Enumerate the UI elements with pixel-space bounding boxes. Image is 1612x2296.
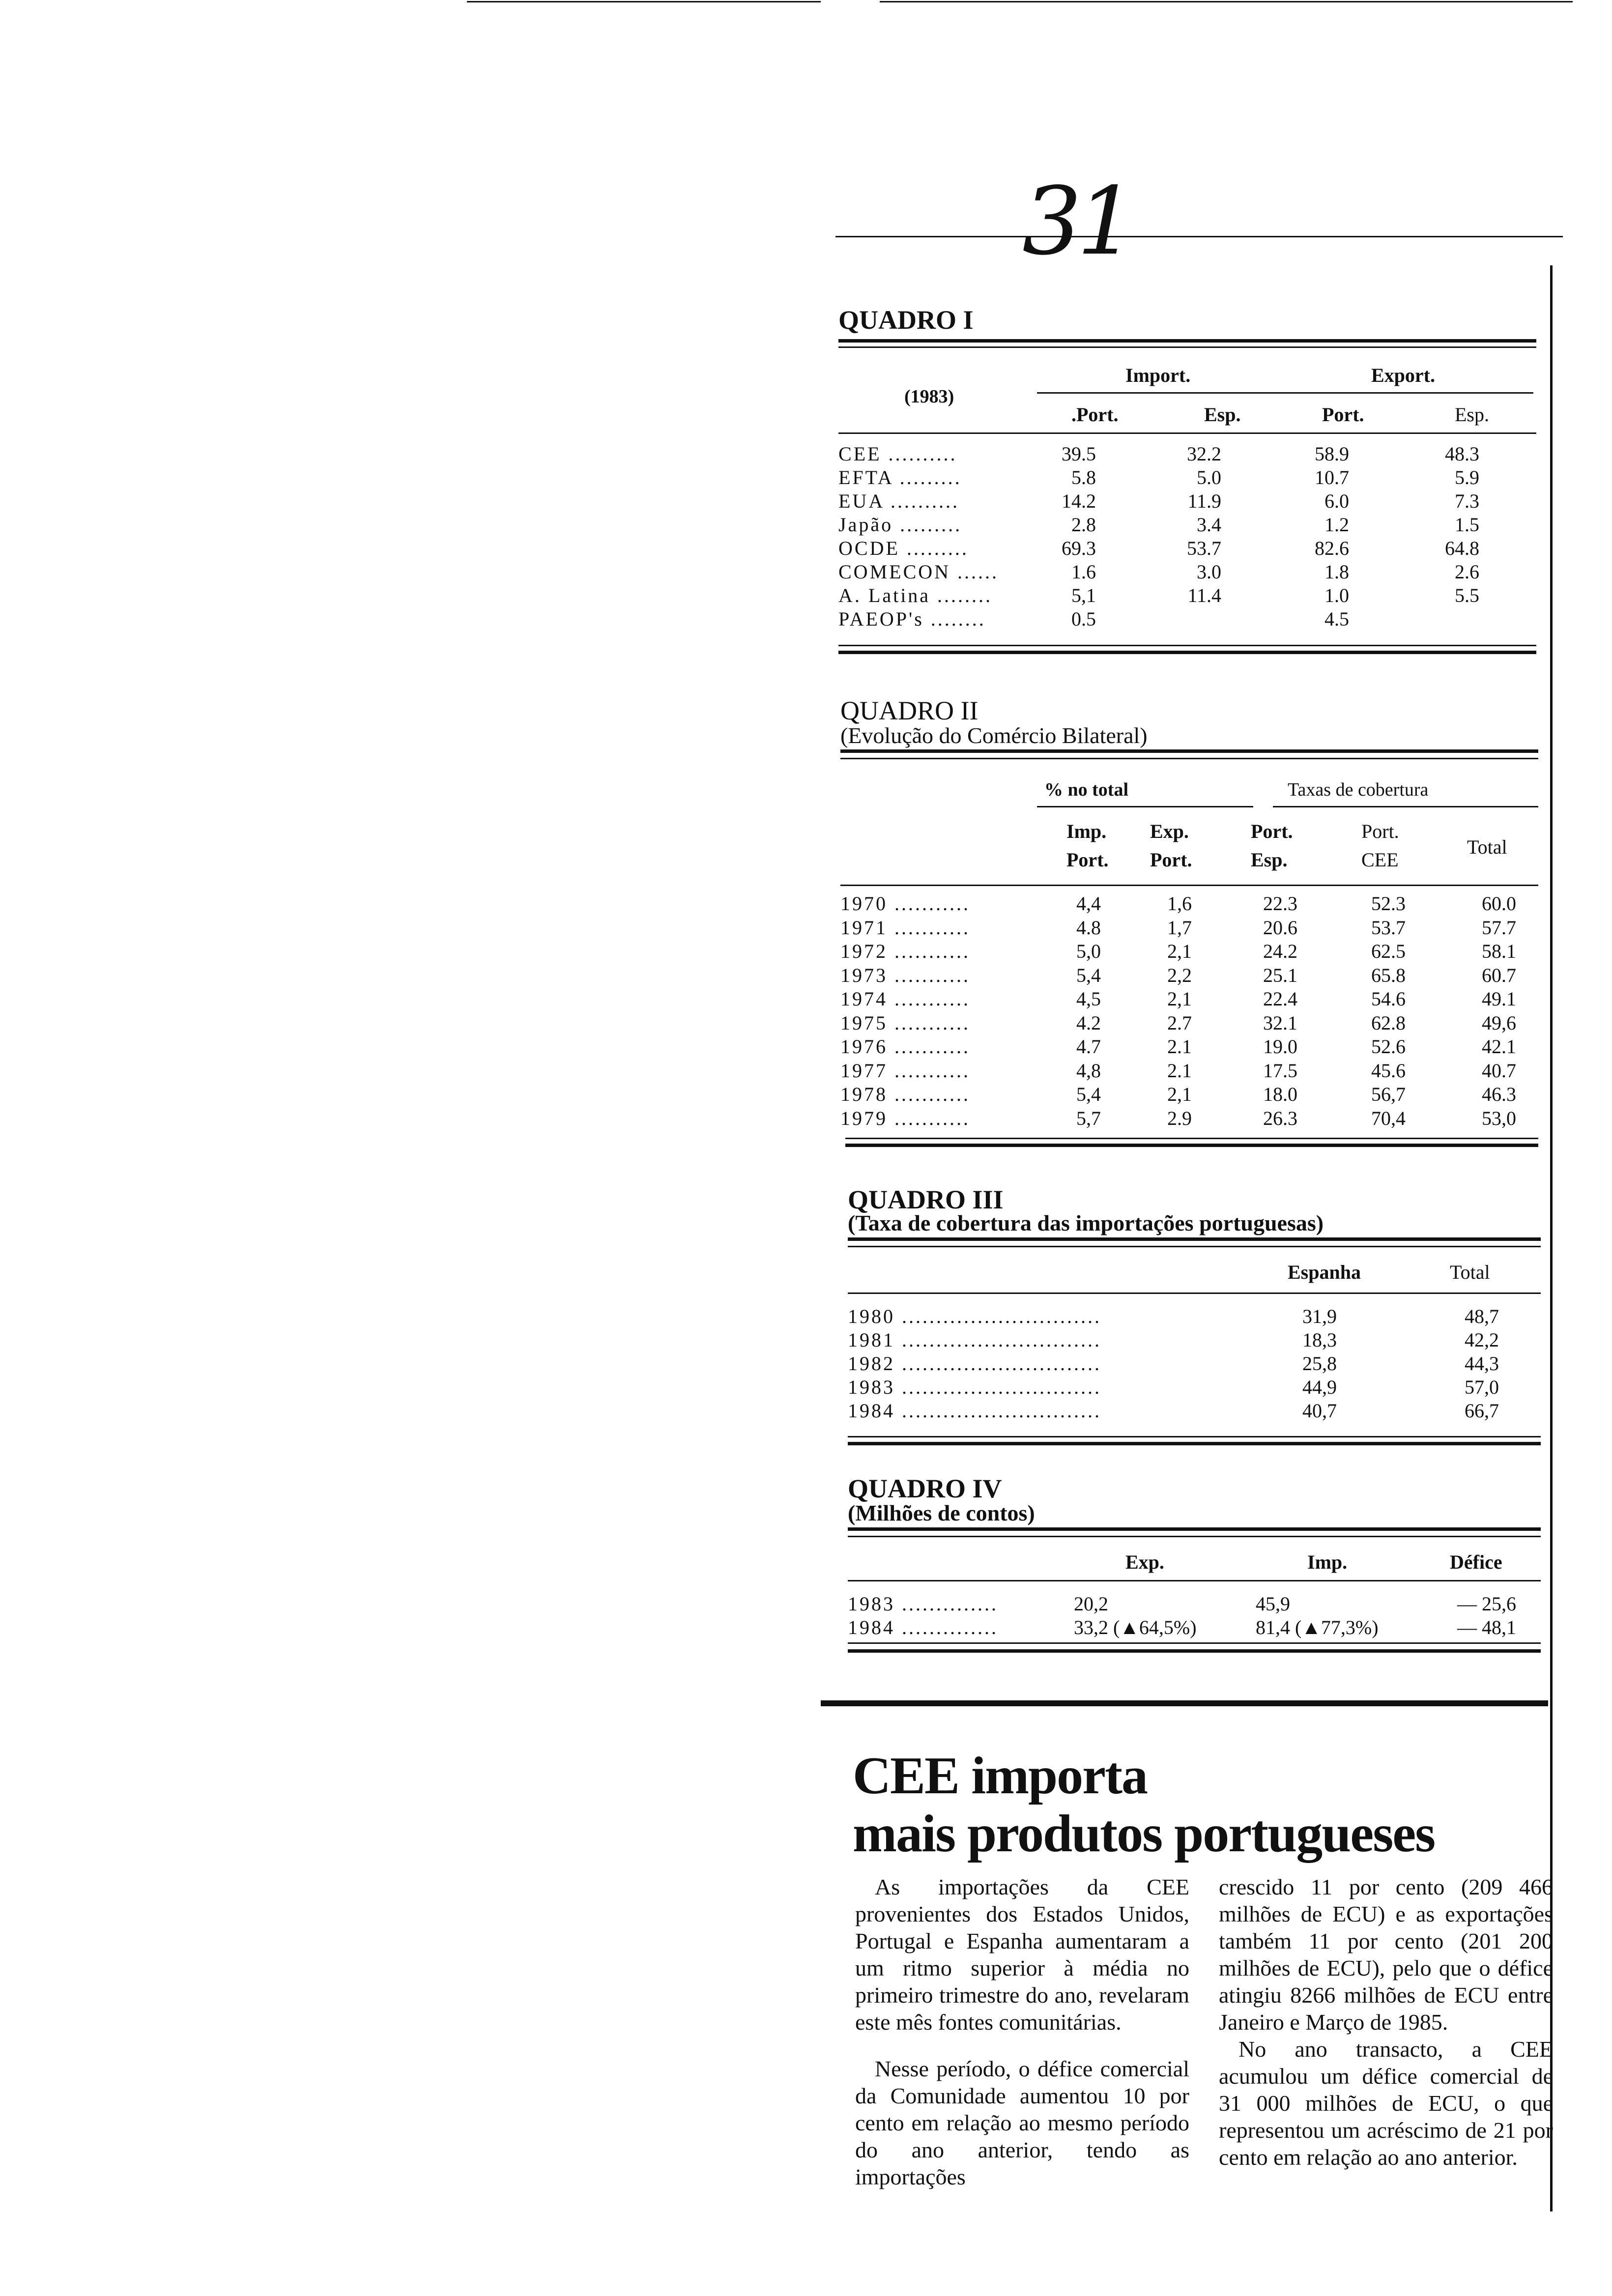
quadro2-cell: 52.6 — [1371, 1035, 1406, 1058]
quadro1-cell: 5.5 — [1455, 584, 1479, 606]
quadro2-row-year: 1970 ........... — [840, 892, 970, 915]
quadro3-row-year: 1984 ............................. — [848, 1400, 1101, 1422]
quadro1-cell: 11.4 — [1187, 584, 1221, 606]
quadro2-subtitle: (Evolução do Comércio Bilateral) — [840, 723, 1148, 748]
quadro1-cell: 39.5 — [1062, 443, 1096, 465]
quadro4-top-rule-2 — [848, 1536, 1541, 1537]
quadro3-cell: 25,8 — [1302, 1352, 1337, 1375]
quadro1-cell: 7.3 — [1455, 490, 1479, 512]
quadro4-cell-imp: 45,9 — [1256, 1593, 1290, 1615]
quadro2-col-header: Exp. — [1150, 820, 1189, 842]
quadro2-cell: 5,0 — [1076, 940, 1101, 962]
quadro2-col-header: Port. — [1361, 820, 1399, 842]
quadro1-col-port-imp: .Port. — [1071, 403, 1119, 426]
quadro4-row-year: 1983 .............. — [848, 1593, 998, 1615]
quadro2-cell: 5,4 — [1076, 964, 1101, 986]
quadro1-cell: 2.6 — [1455, 561, 1479, 583]
quadro3-cell: 44,3 — [1465, 1352, 1499, 1375]
quadro2-cell: 2.1 — [1167, 1035, 1192, 1058]
quadro2-cell: 22.4 — [1263, 988, 1297, 1010]
quadro1-cell: 58.9 — [1315, 443, 1349, 465]
quadro1-cell: 0.5 — [1071, 608, 1096, 630]
quadro3-cell: 57,0 — [1465, 1376, 1499, 1398]
quadro3-header-rule — [848, 1292, 1541, 1294]
quadro2-cell: 4.7 — [1076, 1035, 1101, 1058]
quadro2-cell: 20.6 — [1263, 916, 1297, 939]
quadro1-top-rule — [838, 339, 1536, 343]
quadro1-cell: 48.3 — [1445, 443, 1479, 465]
quadro2-cell: 46.3 — [1482, 1083, 1516, 1105]
quadro2-cell: 4,4 — [1076, 892, 1101, 915]
quadro2-cell: 60.0 — [1482, 892, 1516, 915]
top-edge-line-right — [880, 1, 1573, 2]
quadro3-cell: 40,7 — [1302, 1400, 1337, 1422]
quadro1-cell: 10.7 — [1315, 466, 1349, 488]
quadro2-cell: 52.3 — [1371, 892, 1406, 915]
quadro2-row-year: 1972 ........... — [840, 940, 970, 962]
quadro2-cell: 62.5 — [1371, 940, 1406, 962]
article-col2-paragraph-2: No ano transacto, a CEE acumulou um défice comercial de 31 000 milhões de ECU, o que representou um acréscimo de 21 por cento em relação ao ano anterior. — [1219, 2037, 1553, 2170]
quadro2-cell: 17.5 — [1263, 1059, 1297, 1082]
page-number: 31 — [1022, 167, 1131, 276]
quadro2-cell: 54.6 — [1371, 988, 1406, 1010]
quadro2-cell: 2.1 — [1167, 1059, 1192, 1082]
quadro4-col-imp: Imp. — [1307, 1551, 1348, 1573]
quadro2-cell: 2.9 — [1167, 1107, 1192, 1129]
quadro3-cell: 31,9 — [1302, 1305, 1337, 1327]
quadro1-header-rule — [838, 432, 1536, 434]
quadro1-cell: 69.3 — [1062, 537, 1096, 559]
quadro2-row-year: 1971 ........... — [840, 916, 970, 939]
quadro3-col-espanha: Espanha — [1288, 1261, 1361, 1283]
quadro2-col-header-sub: Esp. — [1251, 849, 1288, 871]
quadro2-cell: 58.1 — [1482, 940, 1516, 962]
quadro2-col-header: Total — [1467, 836, 1507, 858]
quadro2-col-header-sub: Port. — [1150, 849, 1192, 871]
quadro1-cell: 53.7 — [1187, 537, 1221, 559]
quadro3-col-total: Total — [1450, 1261, 1490, 1283]
quadro1-cell: 11.9 — [1187, 490, 1221, 512]
quadro3-bottom-rule-2 — [848, 1442, 1541, 1445]
quadro2-row-year: 1977 ........... — [840, 1059, 970, 1082]
article-column-1 — [855, 1873, 1189, 2210]
quadro4-row-year: 1984 .............. — [848, 1616, 998, 1638]
top-edge-line — [467, 1, 821, 2]
quadro3-cell: 44,9 — [1302, 1376, 1337, 1398]
quadro2-cell: 22.3 — [1263, 892, 1297, 915]
quadro3-bottom-rule — [848, 1436, 1541, 1437]
quadro4-header-rule — [848, 1580, 1541, 1581]
quadro1-cell: 2.8 — [1071, 514, 1096, 536]
quadro3-cell: 48,7 — [1465, 1305, 1499, 1327]
quadro1-top-rule-2 — [838, 346, 1536, 348]
article-col1-paragraph-2: Nesse período, o défice comercial da Comunidade aumentou 10 por cento em relação ao mesmo período do ano anterior, tendo as importações — [855, 2056, 1189, 2189]
article-headline-line2: mais produtos portugueses — [853, 1805, 1435, 1863]
quadro4-col-defice: Défice — [1450, 1551, 1502, 1573]
quadro2-row-year: 1973 ........... — [840, 964, 970, 986]
quadro2-cell: 56,7 — [1371, 1083, 1406, 1105]
quadro1-col-esp-exp: Esp. — [1455, 403, 1489, 426]
quadro2-col-header-sub: CEE — [1361, 849, 1399, 871]
quadro1-export-header: Export. — [1371, 364, 1435, 386]
quadro4-cell-defice: — 25,6 — [1457, 1593, 1516, 1615]
quadro3-row-year: 1983 ............................. — [848, 1376, 1101, 1398]
quadro3-cell: 66,7 — [1465, 1400, 1499, 1422]
quadro2-cell: 2.7 — [1167, 1011, 1192, 1034]
quadro2-group-rule-right — [1273, 806, 1538, 807]
quadro2-row-year: 1974 ........... — [840, 988, 970, 1010]
quadro3-subtitle: (Taxa de cobertura das importações portuguesas) — [848, 1210, 1324, 1235]
quadro1-cell: 5.8 — [1071, 466, 1096, 488]
quadro4-bottom-rule-2 — [848, 1649, 1541, 1653]
quadro2-cell: 53,0 — [1482, 1107, 1516, 1129]
quadro2-col-header: Port. — [1251, 820, 1293, 842]
quadro2-cell: 40.7 — [1482, 1059, 1516, 1082]
quadro1-cell: 1.2 — [1324, 514, 1349, 536]
quadro4-cell-exp: 20,2 — [1074, 1593, 1108, 1615]
quadro3-row-year: 1981 ............................. — [848, 1329, 1101, 1351]
quadro2-cell: 4,8 — [1076, 1059, 1101, 1082]
quadro4-cell-imp: 81,4 (▲77,3%) — [1256, 1616, 1379, 1638]
quadro3-row-year: 1980 ............................. — [848, 1305, 1101, 1327]
quadro2-cell: 24.2 — [1263, 940, 1297, 962]
quadro1-cell: 32.2 — [1187, 443, 1221, 465]
quadro2-cell: 53.7 — [1371, 916, 1406, 939]
quadro3-cell: 42,2 — [1465, 1329, 1499, 1351]
quadro2-row-year: 1975 ........... — [840, 1011, 970, 1034]
quadro2-cell: 4.2 — [1076, 1011, 1101, 1034]
quadro1-cell: 4.5 — [1324, 608, 1349, 630]
article-col1-paragraph-1: As importações da CEE provenientes dos Estados Unidos, Portugal e Espanha aumentaram a um ritmo superior à média no primeiro trimestre do ano, revelaram este mês fontes comunitárias. — [855, 1874, 1189, 2035]
quadro1-row-label: OCDE ......... — [838, 537, 969, 559]
quadro2-cell: 65.8 — [1371, 964, 1406, 986]
quadro1-row-label: Japão ......... — [838, 514, 962, 536]
article-top-rule — [821, 1700, 1548, 1706]
quadro2-cell: 26.3 — [1263, 1107, 1297, 1129]
quadro2-cell: 5,4 — [1076, 1083, 1101, 1105]
quadro2-cell: 2,1 — [1167, 1083, 1192, 1105]
quadro3-row-year: 1982 ............................. — [848, 1352, 1101, 1375]
quadro2-cell: 49.1 — [1482, 988, 1516, 1010]
quadro2-top-rule — [840, 749, 1538, 753]
quadro4-col-exp: Exp. — [1125, 1551, 1164, 1573]
quadro2-header-rule — [840, 885, 1538, 886]
quadro1-cell: 5.0 — [1197, 466, 1221, 488]
quadro2-group-rule-left — [1037, 806, 1253, 807]
quadro1-row-label: COMECON ...... — [838, 561, 999, 583]
quadro1-bottom-rule — [838, 645, 1536, 646]
quadro1-title: QUADRO I — [838, 305, 974, 335]
quadro1-row-label: A. Latina ........ — [838, 584, 993, 606]
quadro2-col-header-sub: Port. — [1066, 849, 1109, 871]
quadro1-row-label: EFTA ......... — [838, 466, 962, 488]
quadro1-group-rule — [1037, 392, 1533, 394]
article-column-2 — [1219, 1873, 1553, 2190]
quadro2-cell: 1,6 — [1167, 892, 1192, 915]
quadro2-row-year: 1978 ........... — [840, 1083, 970, 1105]
quadro2-taxas-header: Taxas de cobertura — [1288, 779, 1429, 800]
quadro2-cell: 2,1 — [1167, 940, 1192, 962]
quadro2-cell: 42.1 — [1482, 1035, 1516, 1058]
article-col2-paragraph-1: crescido 11 por cento (209 466 milhões de ECU) e as exportações também 11 por cento (201 200 milhões de ECU), pelo que o défice atingiu 8266 milhões de ECU entre Janeiro e Março de 1985. — [1219, 1874, 1553, 2035]
quadro2-cell: 60.7 — [1482, 964, 1516, 986]
quadro1-cell: 5.9 — [1455, 466, 1479, 488]
quadro2-cell: 4.8 — [1076, 916, 1101, 939]
quadro2-row-year: 1979 ........... — [840, 1107, 970, 1129]
quadro2-col-header: Imp. — [1066, 820, 1107, 842]
quadro4-title: QUADRO IV — [848, 1474, 1002, 1503]
quadro4-cell-exp: 33,2 (▲64,5%) — [1074, 1616, 1197, 1638]
quadro2-cell: 5,7 — [1076, 1107, 1101, 1129]
quadro1-cell: 5,1 — [1071, 584, 1096, 606]
quadro1-row-label: CEE .......... — [838, 443, 957, 465]
quadro2-cell: 25.1 — [1263, 964, 1297, 986]
quadro3-top-rule-2 — [848, 1246, 1541, 1247]
quadro1-col-esp-imp: Esp. — [1204, 403, 1241, 426]
quadro1-cell: 1.8 — [1324, 561, 1349, 583]
page-number-rule — [835, 236, 1563, 237]
quadro2-cell: 2,1 — [1167, 988, 1192, 1010]
quadro3-cell: 18,3 — [1302, 1329, 1337, 1351]
quadro4-top-rule — [848, 1527, 1541, 1531]
quadro1-cell: 3.0 — [1197, 561, 1221, 583]
quadro2-cell: 62.8 — [1371, 1011, 1406, 1034]
quadro1-row-label: EUA .......... — [838, 490, 959, 512]
quadro3-title: QUADRO III — [848, 1185, 1004, 1214]
quadro1-cell: 1.0 — [1324, 584, 1349, 606]
quadro2-bottom-rule — [845, 1138, 1538, 1139]
quadro2-top-rule-2 — [840, 758, 1538, 759]
quadro1-cell: 64.8 — [1445, 537, 1479, 559]
article-headline-line1: CEE importa — [853, 1747, 1147, 1805]
quadro1-cell: 1.5 — [1455, 514, 1479, 536]
quadro1-import-header: Import. — [1125, 364, 1191, 386]
quadro1-year-label: (1983) — [904, 386, 954, 407]
quadro2-cell: 45.6 — [1371, 1059, 1406, 1082]
quadro2-title: QUADRO II — [840, 696, 979, 725]
quadro1-row-label: PAEOP's ........ — [838, 608, 986, 630]
quadro2-cell: 49,6 — [1482, 1011, 1516, 1034]
quadro2-cell: 32.1 — [1263, 1011, 1297, 1034]
quadro4-bottom-rule — [848, 1642, 1541, 1644]
quadro1-cell: 14.2 — [1062, 490, 1096, 512]
quadro1-cell: 1.6 — [1071, 561, 1096, 583]
quadro3-top-rule — [848, 1237, 1541, 1241]
quadro2-cell: 1,7 — [1167, 916, 1192, 939]
quadro2-cell: 70,4 — [1371, 1107, 1406, 1129]
quadro1-cell: 6.0 — [1324, 490, 1349, 512]
quadro2-pct-header: % no total — [1044, 779, 1128, 800]
quadro1-bottom-rule-2 — [838, 651, 1536, 654]
quadro2-cell: 2,2 — [1167, 964, 1192, 986]
quadro2-row-year: 1976 ........... — [840, 1035, 970, 1058]
quadro2-bottom-rule-2 — [845, 1144, 1538, 1147]
quadro2-cell: 57.7 — [1482, 916, 1516, 939]
quadro1-col-port-exp: Port. — [1322, 403, 1364, 426]
quadro2-cell: 4,5 — [1076, 988, 1101, 1010]
quadro4-subtitle: (Milhões de contos) — [848, 1500, 1035, 1525]
quadro4-cell-defice: — 48,1 — [1457, 1616, 1516, 1638]
quadro1-cell: 82.6 — [1315, 537, 1349, 559]
quadro2-cell: 19.0 — [1263, 1035, 1297, 1058]
quadro2-cell: 18.0 — [1263, 1083, 1297, 1105]
quadro1-cell: 3.4 — [1197, 514, 1221, 536]
